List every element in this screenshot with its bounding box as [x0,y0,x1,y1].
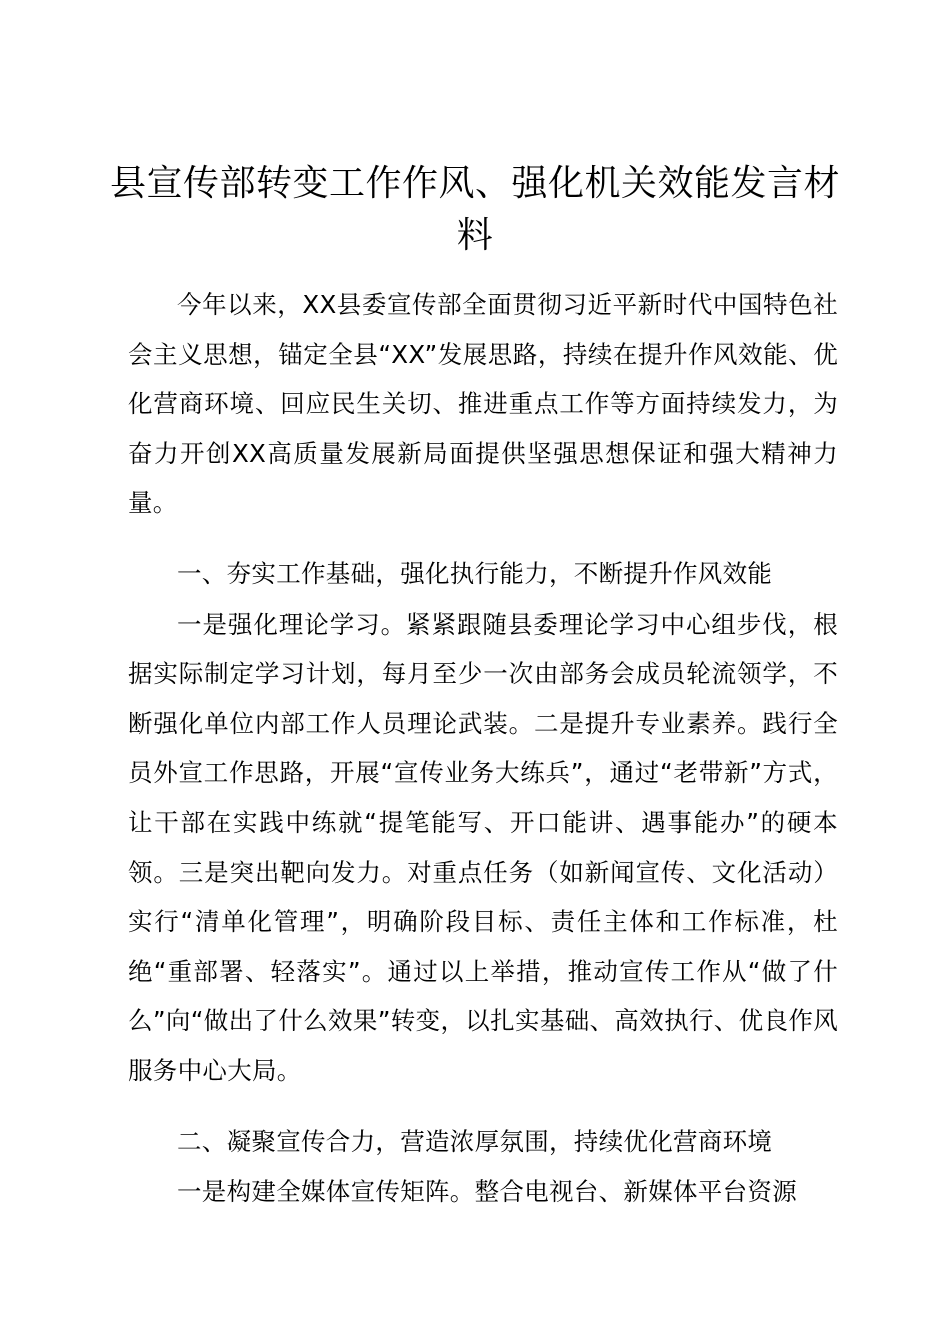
section-heading-1: 一、夯实工作基础，强化执行能力，不断提升作风效能 [177,558,773,588]
section-heading-2: 二、凝聚宣传合力，营造浓厚氛围，持续优化营商环境 [177,1126,773,1156]
section-1-paragraph: 一是强化理论学习。紧紧跟随县委理论学习中心组步伐，根据实际制定学习计划，每月至少一次由部务会成员轮流领学，不断强化单位内部工作人员理论武装。二是提升专业素养。践行全员外宣工作思路，开展“宣传业务大练兵”，通过“老带新”方式，让干部在实践中练就“提笔能写、开口能讲、遇事能办”的硬本领。三是突出靶向发力。对重点任务（如新闻宣传、文化活动）实行“清单化管理”，明确阶段目标、责任主体和工作标准，杜绝“重部署、轻落实”。通过以上举措，推动宣传工作从“做了什么”向“做出了什么效果”转变，以扎实基础、高效执行、优良作风服务中心大局。 [128,609,838,1085]
section-2-paragraph: 一是构建全媒体宣传矩阵。整合电视台、新媒体平台资源 [177,1177,797,1207]
intro-paragraph: 今年以来，XX县委宣传部全面贯彻习近平新时代中国特色社会主义思想，锚定全县“XX”发展思路，持续在提升作风效能、优化营商环境、回应民生关切、推进重点工作等方面持续发力，为奋力开创XX高质量发展新局面提供坚强思想保证和强大精神力量。 [128,290,838,518]
document-title: 县宣传部转变工作作风、强化机关效能发言材料 [109,163,840,256]
document-body [128,280,838,1217]
